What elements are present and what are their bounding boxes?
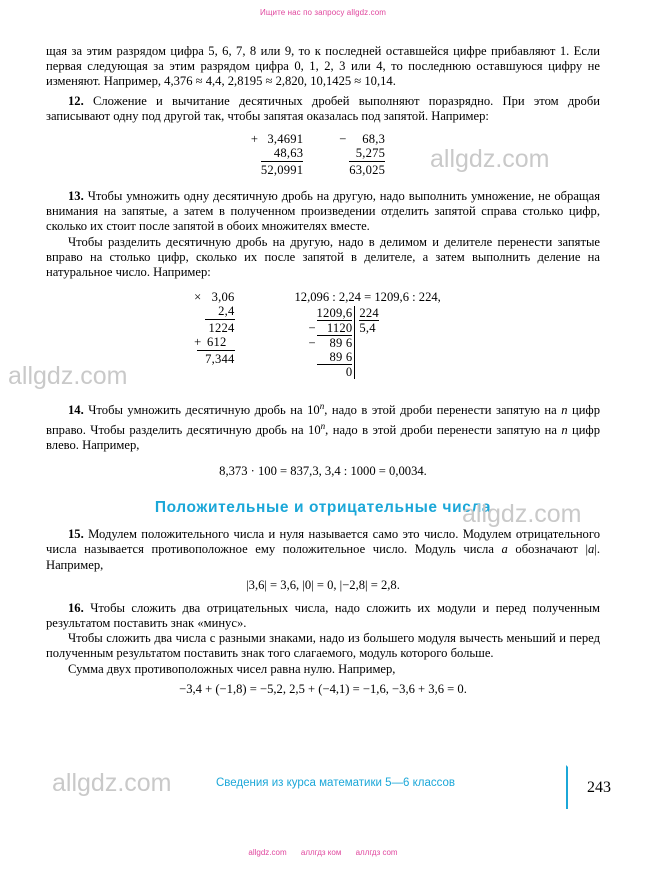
division-remainder: 0 <box>345 365 353 380</box>
division-example <box>295 290 441 379</box>
item-12-number: 12. <box>68 93 84 108</box>
addend-1: 3,4691 <box>267 132 304 147</box>
item-15-formula: |3,6| = 3,6, |0| = 0, |−2,8| = 2,8. <box>246 577 400 592</box>
footer-section-label: Сведения из курса математики 5—6 классов <box>216 777 456 789</box>
addend-2: 48,63 <box>261 146 303 162</box>
paragraph-continuation: щая за этим разрядом цифра 5, 6, 7, 8 или 9, то к последней оставшейся цифре прибавляют 1. Если первая следующая за этим разрядом цифра 0, 1, 2, 3 или 4, то последнюю оставшуюся цифру не изменяют. Например, 4,376 ≈ 4,4, 2,8195 ≈ 2,820, 10,1425 ≈ 10,14. <box>46 44 600 89</box>
item-14-paragraph <box>46 399 600 453</box>
item-16-paragraph-2: Чтобы сложить два числа с разными знаками, надо из большего модуля вычесть меньший и перед полученным результатом поставить знак того слагаемого, модуль которого больше. <box>46 631 600 661</box>
division-left-column <box>308 306 353 380</box>
item-13-paragraph <box>46 189 600 235</box>
exponent-n-1: n <box>319 401 325 412</box>
minus-sign: − <box>339 132 347 147</box>
item-12-paragraph <box>46 94 600 124</box>
multiply-sign: × <box>194 290 202 305</box>
item-16-paragraph-3: Сумма двух противоположных чисел равна нулю. Например, <box>68 661 396 676</box>
bottom-promo-item-0: allgdz.com <box>248 848 287 857</box>
factor-2: 2,4 <box>205 304 234 320</box>
division-step-1 <box>308 321 353 336</box>
sum-result: 52,0991 <box>260 163 304 178</box>
section-title: Положительные и отрицательные числа <box>154 499 492 517</box>
plus-sign: + <box>250 132 259 147</box>
item-15-text-c: |. Например, <box>46 542 600 572</box>
subtrahend: 5,275 <box>349 146 385 162</box>
item-15-text-a: Модулем положительного числа и нуля называется само это число. Модулем отрицательного числа называется противоположное ему положительное число. Модуль числа <box>46 527 601 557</box>
italic-a-2: a <box>588 542 595 557</box>
division-statement: 12,096 : 2,24 = 1209,6 : 224, <box>294 290 441 305</box>
item-13-text: Чтобы умножить одну десятичную дробь на другую, надо выполнить умножение, не обращая внимания на запятые, а затем в полученном произведении отделить запятой справа столько цифр, сколько их стоит после запятой в обоих множителях вместе. <box>46 189 601 234</box>
page-content <box>46 44 600 697</box>
division-step-2-value: 89 6 <box>329 336 353 351</box>
item-12-text: Сложение и вычитание десятичных дробей выполняют поразрядно. При этом дроби записывают одну под другой так, чтобы запятая оказалась под запятой. Например: <box>46 93 600 123</box>
item-14-formula: 8,373 · 100 = 837,3, 3,4 : 1000 = 0,0034. <box>219 464 427 479</box>
division-step-1-value: 1120 <box>326 321 353 336</box>
multiplication-example <box>194 290 235 367</box>
quotient: 5,4 <box>359 321 376 336</box>
plus-sign-mul: + <box>194 335 202 350</box>
item-14-text-c: цифр вправо. Чтобы разделить десятичную дробь на 10 <box>46 403 600 437</box>
division-step-2 <box>308 336 353 351</box>
addition-subtraction-examples <box>46 132 600 177</box>
item-16-number: 16. <box>68 600 84 615</box>
item-14-text-d: , надо в этой дроби перенести запятую на <box>325 422 562 437</box>
item-16-text: Чтобы сложить два отрицательных числа, надо сложить их модули и перед полученным результатом поставить знак «минус». <box>46 600 600 631</box>
item-13-number: 13. <box>68 189 84 204</box>
product-result: 7,344 <box>205 352 235 367</box>
italic-a-1: a <box>501 542 508 557</box>
divisor: 224 <box>359 306 379 321</box>
item-16-paragraph <box>46 601 600 631</box>
bottom-promo-item-2: аллгдз com <box>355 848 398 857</box>
item-14-number: 14. <box>68 403 84 418</box>
division-right-column <box>354 306 379 379</box>
item-15-number: 15. <box>68 527 84 542</box>
italic-n-1: n <box>561 403 568 418</box>
top-promo-text: Ищите нас по запросу allgdz.com <box>259 8 387 17</box>
item-14-text-e: цифр влево. Например, <box>46 422 600 453</box>
multiplication-division-examples <box>46 290 600 379</box>
watermark-4: allgdz.com <box>52 769 172 797</box>
item-16-formula: −3,4 + (−1,8) = −5,2, 2,5 + (−4,1) = −1,6, −3,6 + 3,6 = 0. <box>179 681 467 696</box>
watermark-1: allgdz.com <box>430 145 550 173</box>
page-number: 243 <box>587 779 611 796</box>
item-13-paragraph-2: Чтобы разделить десятичную дробь на другую, надо в делимом и делителе перенести запятые вправо на столько цифр, сколько их после запятой в делителе, а затем выполнить деление на натуральное число. Например: <box>46 234 600 280</box>
item-15-text-b: обозначают | <box>507 542 589 557</box>
item-14-text-b: , надо в этой дроби перенести запятую на <box>324 403 562 418</box>
minus-sign-step2: − <box>308 336 316 351</box>
factor-1: 3,06 <box>211 290 235 305</box>
exponent-n-2: n <box>320 420 326 431</box>
division-step-3: 89 6 <box>317 350 353 365</box>
subtraction-example <box>339 132 386 178</box>
minuend: 68,3 <box>362 132 386 147</box>
addition-example <box>250 132 304 178</box>
item-14-text-a: Чтобы умножить десятичную дробь на 10 <box>88 403 320 418</box>
italic-n-2: n <box>561 422 568 437</box>
item-15-paragraph <box>46 527 600 573</box>
bottom-promo-item-1: аллгдз ком <box>300 848 342 857</box>
difference-result: 63,025 <box>349 163 386 178</box>
watermark-2: allgdz.com <box>8 362 128 390</box>
partial-product-1: 1224 <box>208 321 235 336</box>
watermark-3: allgdz.com <box>462 500 582 528</box>
partial-product-2: 612 <box>197 335 234 351</box>
minus-sign-step1: − <box>308 321 316 336</box>
bottom-promo <box>0 848 646 857</box>
dividend: 1209,6 <box>316 306 353 321</box>
page-number-box <box>566 765 630 809</box>
